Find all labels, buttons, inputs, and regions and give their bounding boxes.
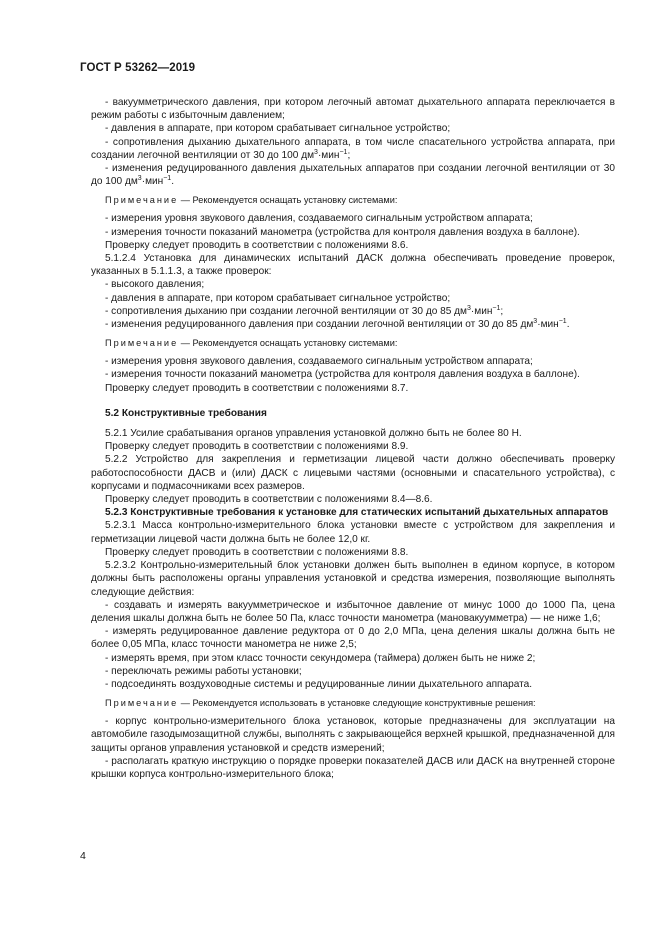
paragraph-with-units	[91, 305, 615, 318]
note-label: Примечание	[105, 195, 179, 206]
paragraph: Проверку следует проводить в соответствии с положениями 8.4—8.6.	[105, 494, 433, 506]
unit-exponent: 3	[314, 148, 318, 156]
paragraph: - измерять редуцированное давление редуктора от 0 до 2,0 МПа, цена деления шкалы должна быть не более 0,05 МПа, класс точности манометра не ниже 2,5;	[91, 626, 615, 651]
paragraph: 5.2.1 Усилие срабатывания органов управления установкой должно быть не более 80 Н.	[105, 428, 522, 440]
paragraph: Проверку следует проводить в соответствии с положениями 8.6.	[105, 239, 409, 251]
unit-exponent: 3	[137, 175, 142, 183]
note	[91, 697, 615, 709]
subsection-heading: 5.2.3 Конструктивные требования к установке для статических испытаний дыхательных аппаратов	[105, 507, 609, 519]
note	[91, 337, 615, 349]
text-run: ;	[500, 305, 504, 317]
paragraph-with-units	[91, 318, 615, 331]
paragraph: - высокого давления;	[105, 279, 205, 291]
text-run: - изменения редуцированного давления при создании легочной вентиляции от 30 до 85 дм	[105, 319, 534, 331]
paragraph: Проверку следует проводить в соответствии с положениями 8.8.	[105, 546, 409, 558]
text-run: - изменения редуцированного давления дыхательных аппаратов при создании легочной вентиляции от 30 до 100 дм	[91, 163, 615, 188]
page-number: 4	[80, 850, 86, 862]
paragraph-with-units	[91, 162, 615, 188]
paragraph: - располагать краткую инструкцию о порядке проверки показателей ДАСВ или ДАСК на внутренней стороне крышки корпуса контрольно-измерительного блока;	[91, 755, 615, 780]
text-run: ;	[347, 149, 351, 161]
unit-exponent: 3	[533, 318, 538, 326]
section-heading: 5.2 Конструктивные требования	[105, 407, 267, 419]
paragraph: - подсоединять воздуховодные системы и редуцированные линии дыхательного аппарата.	[105, 678, 533, 690]
paragraph: - измерения точности показаний манометра (устройства для контроля давления воздуха в баллоне).	[105, 369, 580, 381]
paragraph: - корпус контрольно-измерительного блока установок, которые предназначены для эксплуатации на автомобиле газодымозащитной службы, выполнять с закрывающейся верхней крышкой, предназначенной для защиты органов управления установкой и средств измерений;	[91, 716, 615, 754]
paragraph: - измерения уровня звукового давления, создаваемого сигнальным устройством аппарата;	[105, 213, 533, 225]
unit-exponent: −1	[339, 148, 348, 156]
unit-exponent: −1	[492, 304, 501, 312]
note-label: Примечание	[105, 338, 179, 349]
paragraph: - измерять время, при этом класс точности секундомера (таймера) должен быть не ниже 2;	[105, 652, 536, 664]
text-run: .	[171, 176, 175, 188]
note-text: — Рекомендуется использовать в установке следующие конструктивные решения:	[178, 698, 536, 709]
note	[91, 194, 615, 206]
paragraph: - вакуумметрического давления, при котором легочный автомат дыхательного аппарата переключается в режим работы с избыточным давлением;	[91, 97, 615, 122]
text-run: .	[566, 319, 570, 331]
paragraph: - переключать режимы работы установки;	[105, 665, 302, 677]
paragraph: 5.2.3.2 Контрольно-измерительный блок установки должен быть выполнен в едином корпусе, в котором должны быть расположены органы управления установкой и средства измерения, позволяющие выполнять следующие действия:	[91, 560, 615, 598]
unit-exponent: −1	[558, 318, 567, 326]
paragraph: - измерения точности показаний манометра (устройства для контроля давления воздуха в баллоне).	[105, 226, 580, 238]
document-header: ГОСТ Р 53262—2019	[80, 62, 196, 74]
paragraph: Проверку следует проводить в соответствии с положениями 8.9.	[105, 441, 409, 453]
paragraph: 5.2.2 Устройство для закрепления и герметизации лицевой части должно обеспечивать проверку работоспособности ДАСВ и (или) ДАСК с лицевыми частями (основными и спасательного устройства), с корпусами и подмасочниками всех размеров.	[91, 454, 615, 492]
paragraph: 5.1.2.4 Установка для динамических испытаний ДАСК должна обеспечивать проведение проверок, указанных в 5.1.1.3, а также проверок:	[91, 253, 615, 278]
unit-exponent: 3	[467, 304, 471, 312]
text-run: ·мин	[470, 305, 493, 317]
text-run: - сопротивления дыханию при создании легочной вентиляции от 30 до 85 дм	[105, 305, 467, 317]
paragraph: - измерения уровня звукового давления, создаваемого сигнальным устройством аппарата;	[105, 356, 533, 368]
text-run: ·мин	[141, 176, 164, 188]
document-body	[91, 96, 615, 781]
paragraph: - создавать и измерять вакуумметрическое и избыточное давление от минус 1000 до 1000 Па, цена деления шкалы должна быть не более 50 Па, класс точности манометра (мановакуумметра) — не ниже 1,6;	[91, 599, 615, 624]
paragraph-with-units	[91, 136, 615, 162]
paragraph: Проверку следует проводить в соответствии с положениями 8.7.	[105, 382, 409, 394]
paragraph: 5.2.3.1 Масса контрольно-измерительного блока установки вместе с устройством для закрепления и герметизации лицевой части должна быть не более 12,0 кг.	[91, 520, 615, 545]
text-run: ·мин	[537, 319, 559, 331]
note-text: — Рекомендуется оснащать установку системами:	[178, 338, 398, 349]
paragraph: - давления в аппарате, при котором срабатывает сигнальное устройство;	[105, 292, 451, 304]
text-run: ·мин	[317, 149, 340, 161]
note-label: Примечание	[105, 698, 179, 709]
note-text: — Рекомендуется оснащать установку системами:	[178, 195, 398, 206]
unit-exponent: −1	[163, 175, 172, 183]
text-run: - сопротивления дыханию дыхательного аппарата, в том числе спасательного устройства аппарата, при создании легочной вентиляции от 30 до 100 дм	[91, 136, 615, 161]
paragraph: - давления в аппарате, при котором срабатывает сигнальное устройство;	[105, 123, 451, 135]
